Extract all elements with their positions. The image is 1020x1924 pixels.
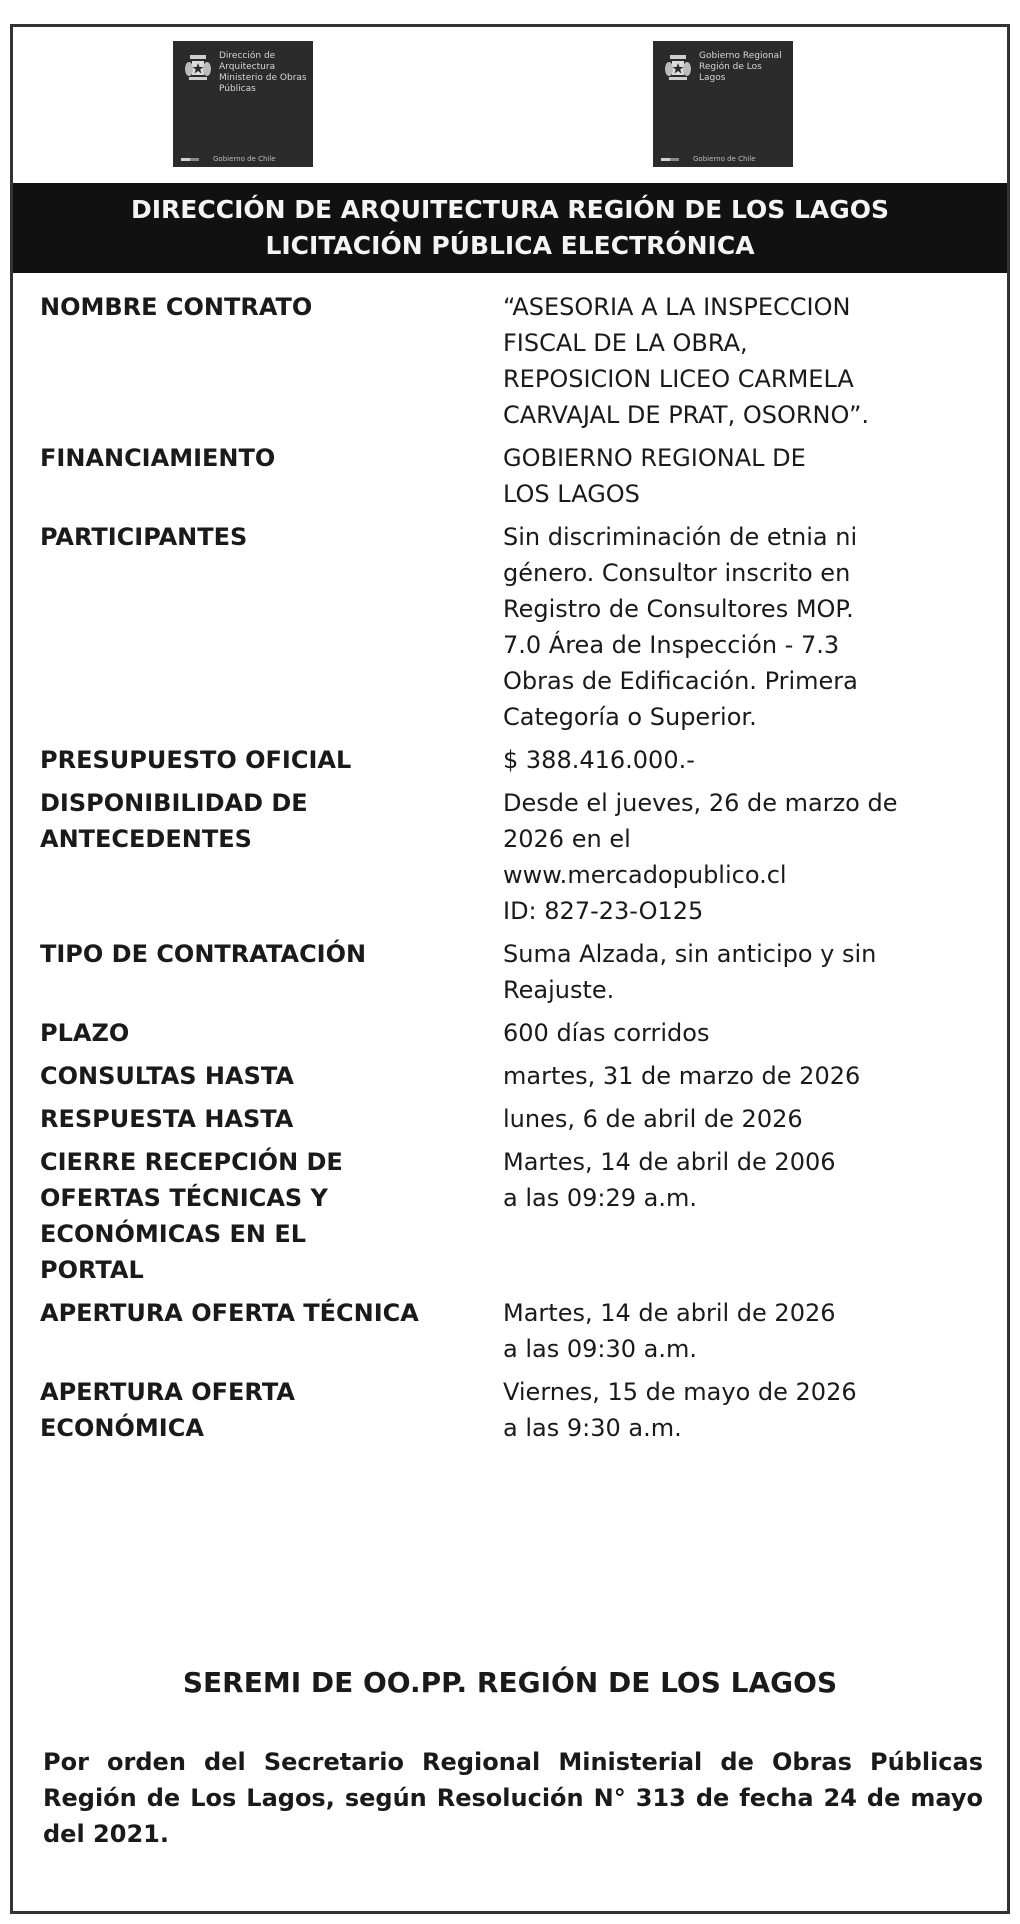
- title-banner: [13, 183, 1007, 273]
- logo-direccion-arquitectura: [173, 41, 313, 167]
- footer-resolution: Por orden del Secretario Regional Ministerial de Obras Públicas Región de Los Lagos, según Resolución N° 313 de fecha 24 de mayo del 2021.: [43, 1748, 983, 1848]
- row-value: “ASESORIA A LA INSPECCION FISCAL DE LA OBRA, REPOSICION LICEO CARMELA CARVAJAL DE PRAT, OSORNO”.: [503, 293, 870, 429]
- row-value: Martes, 14 de abril de 2026 a las 09:30 a.m.: [503, 1299, 836, 1363]
- logo-area: [13, 27, 1007, 183]
- logo-left-subtitle: Ministerio de Obras Públicas: [219, 73, 307, 94]
- chile-coat-of-arms-icon: [183, 53, 213, 83]
- logo-left-title: Dirección de Arquitectura: [219, 51, 276, 72]
- row-label: APERTURA OFERTA TÉCNICA: [40, 1299, 419, 1327]
- details-table: [40, 289, 990, 1453]
- row-label: NOMBRE CONTRATO: [40, 293, 313, 321]
- row-value: Desde el jueves, 26 de marzo de 2026 en el www.mercadopublico.cl ID: 827-23-O125: [503, 789, 898, 925]
- table-row: [40, 936, 990, 1008]
- banner-subtitle: LICITACIÓN PÚBLICA ELECTRÓNICA: [265, 231, 755, 260]
- row-label: FINANCIAMIENTO: [40, 444, 276, 472]
- chile-coat-of-arms-icon: [663, 53, 693, 83]
- row-label: PRESUPUESTO OFICIAL: [40, 746, 352, 774]
- row-value: GOBIERNO REGIONAL DE LOS LAGOS: [503, 444, 806, 508]
- row-label: APERTURA OFERTA ECONÓMICA: [40, 1378, 295, 1442]
- row-value: Suma Alzada, sin anticipo y sin Reajuste.: [503, 940, 877, 1004]
- table-row: [40, 1015, 990, 1051]
- row-label: CONSULTAS HASTA: [40, 1062, 294, 1090]
- row-value: $ 388.416.000.-: [503, 746, 695, 774]
- logo-left-bottom: Gobierno de Chile: [213, 155, 276, 163]
- logo-right-bottom: Gobierno de Chile: [693, 155, 756, 163]
- logo-right-text: [699, 51, 787, 84]
- flag-stripe: [661, 158, 679, 161]
- logo-right-title: Gobierno Regional: [699, 51, 782, 61]
- flag-stripe: [181, 158, 199, 161]
- row-value: Martes, 14 de abril de 2006 a las 09:29 a.m.: [503, 1148, 836, 1212]
- table-row: [40, 1374, 990, 1446]
- row-label: PLAZO: [40, 1019, 130, 1047]
- row-label: PARTICIPANTES: [40, 523, 248, 551]
- row-label: DISPONIBILIDAD DE ANTECEDENTES: [40, 789, 308, 853]
- logo-left-text: [219, 51, 307, 95]
- row-value: Sin discriminación de etnia ni género. Consultor inscrito en Registro de Consultores MOP. 7.0 Área de Inspección - 7.3 Obras de Edificación. Primera Categoría o Superior.: [503, 523, 858, 731]
- row-label: TIPO DE CONTRATACIÓN: [40, 940, 367, 968]
- logo-right-subtitle: Región de Los Lagos: [699, 62, 762, 83]
- table-row: [40, 1058, 990, 1094]
- table-row: [40, 742, 990, 778]
- notice-frame: [10, 24, 1010, 1914]
- table-row: [40, 440, 990, 512]
- table-row: [40, 519, 990, 735]
- row-value: Viernes, 15 de mayo de 2026 a las 9:30 a.m.: [503, 1378, 857, 1442]
- row-value: 600 días corridos: [503, 1019, 710, 1047]
- table-row: [40, 785, 990, 929]
- table-row: [40, 1295, 990, 1367]
- row-label: RESPUESTA HASTA: [40, 1105, 294, 1133]
- row-value: lunes, 6 de abril de 2026: [503, 1105, 803, 1133]
- table-row: [40, 289, 990, 433]
- banner-title: DIRECCIÓN DE ARQUITECTURA REGIÓN DE LOS LAGOS: [131, 195, 889, 224]
- row-label: CIERRE RECEPCIÓN DE OFERTAS TÉCNICAS Y ECONÓMICAS EN EL PORTAL: [40, 1148, 343, 1284]
- table-row: [40, 1101, 990, 1137]
- logo-gobierno-regional: [653, 41, 793, 167]
- seremi-heading: SEREMI DE OO.PP. REGIÓN DE LOS LAGOS: [182, 1666, 838, 1699]
- table-row: [40, 1144, 990, 1288]
- row-value: martes, 31 de marzo de 2026: [503, 1062, 861, 1090]
